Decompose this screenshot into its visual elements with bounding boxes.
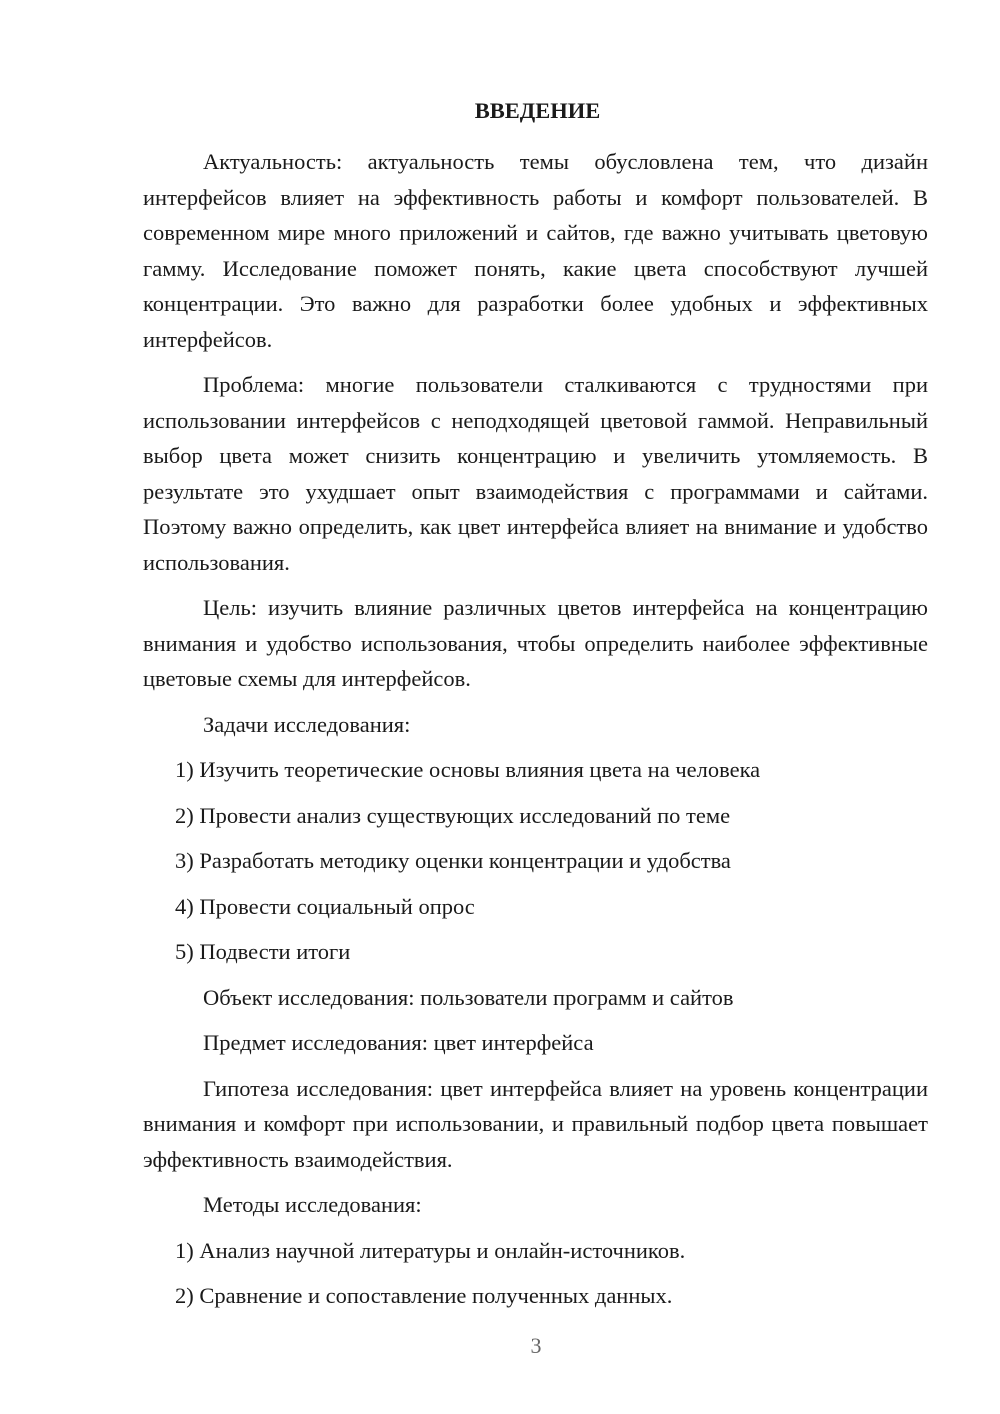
hypothesis-paragraph: Гипотеза исследования: цвет интерфейса влияет на уровень концентрации внимания и комфорт при использовании, и правильный подбор цвета повышает эффективность взаимодействия. bbox=[143, 1075, 928, 1172]
list-item: 2) Сравнение и сопоставление полученных данных. bbox=[175, 1283, 673, 1308]
methods-list bbox=[143, 1233, 928, 1314]
tasks-label: Задачи исследования: bbox=[203, 711, 411, 737]
page-number: 3 bbox=[530, 1333, 542, 1358]
list-item: 2) Провести анализ существующих исследований по теме bbox=[175, 802, 731, 828]
list-item: 4) Провести социальный опрос bbox=[175, 893, 475, 919]
relevance-paragraph: Актуальность: актуальность темы обусловлена тем, что дизайн интерфейсов влияет на эффективность работы и комфорт пользователей. В современном мире много приложений и сайтов, где важно учитывать цветовую гамму. Исследование поможет понять, какие цвета способствуют лучшей концентрации. Это важно для разработки более удобных и эффективных интерфейсов. bbox=[143, 149, 928, 352]
goal-paragraph: Цель: изучить влияние различных цветов интерфейса на концентрацию внимания и удобство использования, чтобы определить наиболее эффективные цветовые схемы для интерфейсов. bbox=[143, 595, 928, 691]
list-item: 1) Анализ научной литературы и онлайн-источников. bbox=[175, 1237, 686, 1263]
tasks-list bbox=[143, 752, 928, 970]
list-item: 5) Подвести итоги bbox=[175, 939, 351, 964]
document-body bbox=[143, 96, 928, 1324]
list-item: 1) Изучить теоретические основы влияния цвета на человека bbox=[175, 757, 761, 782]
section-heading: ВВЕДЕНИЕ bbox=[474, 98, 601, 123]
list-item: 3) Разработать методику оценки концентрации и удобства bbox=[175, 848, 731, 873]
research-object: Объект исследования: пользователи программ и сайтов bbox=[203, 984, 734, 1010]
problem-paragraph: Проблема: многие пользователи сталкиваются с трудностями при использовании интерфейсов с неподходящей цветовой гаммой. Неправильный выбор цвета может снизить концентрацию и увеличить утомляемость. В результате это ухудшает опыт взаимодействия с программами и сайтами. Поэтому важно определить, как цвет интерфейса влияет на внимание и удобство использования. bbox=[143, 372, 928, 575]
methods-label: Методы исследования: bbox=[203, 1192, 422, 1217]
research-subject: Предмет исследования: цвет интерфейса bbox=[203, 1030, 594, 1055]
